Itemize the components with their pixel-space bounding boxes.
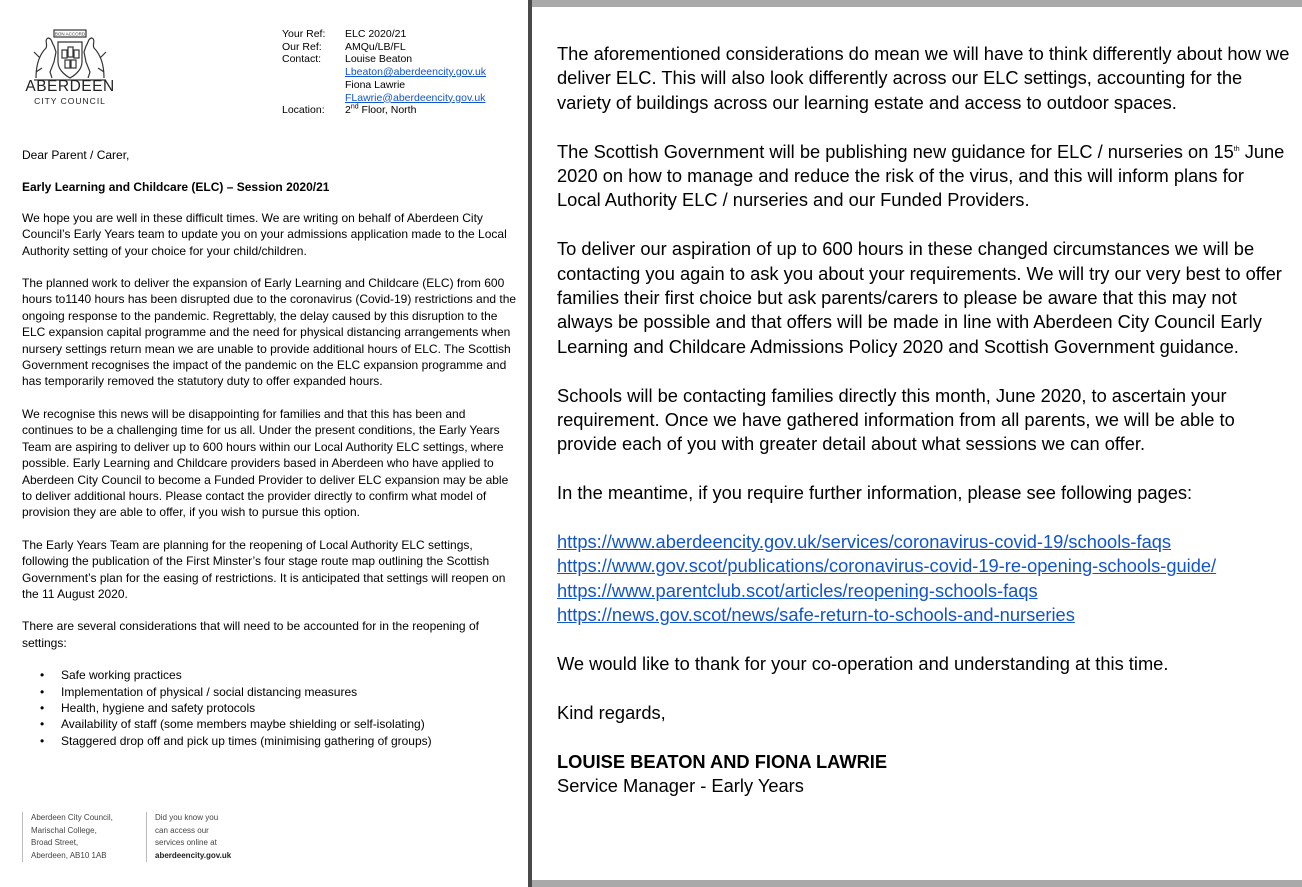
link-news-gov-scot[interactable]: https://news.gov.scot/news/safe-return-to-schools-and-nurseries xyxy=(557,604,1075,626)
link-gov-scot-guide[interactable]: https://www.gov.scot/publications/coronavirus-covid-19-re-opening-schools-guide/ xyxy=(557,555,1217,577)
org-subtitle: CITY COUNCIL xyxy=(34,96,106,106)
page-2-frame xyxy=(532,0,1302,887)
reference-block xyxy=(282,28,486,117)
list-item: • Staggered drop off and pick up times (minimising gathering of groups) xyxy=(40,733,517,749)
our-ref-row xyxy=(282,41,486,54)
contact-1-name: Louise Beaton xyxy=(345,53,413,66)
our-ref-value: AMQu/LB/FL xyxy=(345,40,406,53)
contact-row xyxy=(282,53,486,66)
signatory-title: Service Manager - Early Years xyxy=(557,775,804,797)
svg-text:BON ACCORD: BON ACCORD xyxy=(54,31,86,37)
paragraph-5: There are several considerations that will need to be accounted for in the reopening of settings: xyxy=(22,619,479,650)
list-item: • Availability of staff (some members maybe shielding or self-isolating) xyxy=(40,716,517,732)
letter-body-page-2 xyxy=(557,42,1292,798)
crest-icon xyxy=(30,28,110,84)
your-ref-row xyxy=(282,28,486,41)
paragraph-10: In the meantime, if you require further information, please see following pages: xyxy=(557,482,1193,504)
paragraph-1: We hope you are well in these difficult times. We are writing on behalf of Aberdeen City Council’s Early Years team to update you on your admissions application made to the Local Authority setting of your choice for your child/children. xyxy=(22,210,507,258)
signatory-names: LOUISE BEATON AND FIONA LAWRIE xyxy=(557,750,888,772)
resource-links xyxy=(557,530,1292,628)
footer-info: Did you know you can access our services online at aberdeencity.gov.uk xyxy=(146,812,231,862)
paragraph-4: The Early Years Team are planning for the reopening of Local Authority ELC settings, following the publication of the First Minster’s four stage route map outlining the Scottish Government’s plan for the easing of restrictions. It is anticipated that settings will reopen on the 11 August 2020. xyxy=(22,537,506,601)
link-parentclub-faqs[interactable]: https://www.parentclub.scot/articles/reopening-schools-faqs xyxy=(557,579,1038,601)
list-item: • Safe working practices xyxy=(40,667,517,683)
location-row xyxy=(282,104,486,117)
footer-website: aberdeencity.gov.uk xyxy=(155,850,232,860)
letter-subject: Early Learning and Childcare (ELC) – Session 2020/21 xyxy=(22,180,330,195)
list-item: • Implementation of physical / social distancing measures xyxy=(40,684,517,700)
paragraph-6: The aforementioned considerations do mean we will have to think differently about how we deliver ELC. This will also look differently across our ELC settings, accounting for the variety of buildings across our learning estate and access to outdoor spaces. xyxy=(557,43,1290,113)
our-ref-label: Our Ref: xyxy=(282,40,322,53)
org-name: ABERDEEN xyxy=(25,78,115,95)
location-value: 2nd Floor, North xyxy=(345,103,417,117)
closing: Kind regards, xyxy=(557,701,666,723)
location-label: Location: xyxy=(282,104,325,117)
your-ref-value: ELC 2020/21 xyxy=(345,28,407,40)
footer-address: Aberdeen City Council, Marischal College, Broad Street, Aberdeen, AB10 1AB xyxy=(22,812,146,862)
council-logo xyxy=(20,28,120,108)
salutation: Dear Parent / Carer, xyxy=(22,148,130,162)
considerations-list xyxy=(40,667,517,749)
contact-1-email-row xyxy=(282,66,486,79)
contact-2-row xyxy=(282,79,486,92)
paragraph-7: The Scottish Government will be publishing new guidance for ELC / nurseries on 15th June 2020 on how to manage and reduce the risk of the virus, and this will inform plans for Local Authority ELC / nurseries and our Funded Providers. xyxy=(557,140,1285,211)
contact-2-email-link[interactable]: FLawrie@aberdeencity.gov.uk xyxy=(345,91,486,104)
link-aberdeencity-faqs[interactable]: https://www.aberdeencity.gov.uk/services/coronavirus-covid-19/schools-faqs xyxy=(557,531,1172,553)
contact-2-email-row xyxy=(282,92,486,105)
letter-page-1 xyxy=(0,0,528,887)
paragraph-3: We recognise this news will be disappointing for families and that this has been and continues to be a challenging time for us all. Under the present conditions, the Early Years Team are aspiring to deliver up to 600 hours within our Local Authority ELC settings, where possible. Early Learning and Childcare providers based in Aberdeen who have applied to Aberdeen City Council to become a Funded Provider to deliver ELC expansion may be able to deliver additional hours. Please contact the provider directly to confirm what model of provision they are able to offer, if you wish to pursue this option. xyxy=(22,406,509,520)
list-item: • Health, hygiene and safety protocols xyxy=(40,700,517,716)
paragraph-2: The planned work to deliver the expansion of Early Learning and Childcare (ELC) from 600 hours to1140 hours has been disrupted due to the coronavirus (Covid-19) restrictions and the ongoing response to the pandemic. Regrettably, the delay caused by this disruption to the ELC expansion capital programme and the need for physical distancing arrangements when nursery settings return mean we are unable to provide additional hours of ELC. The Scottish Government recognises the impact of the pandemic on the ELC expansion programme and has temporarily removed the statutory duty to offer expanded hours. xyxy=(22,276,517,389)
your-ref-label: Your Ref: xyxy=(282,28,326,40)
letter-footer xyxy=(22,812,231,862)
paragraph-11: We would like to thank for your co-operation and understanding at this time. xyxy=(557,653,1169,675)
contact-1-email-link[interactable]: Lbeaton@aberdeencity.gov.uk xyxy=(345,66,487,79)
paragraph-8: To deliver our aspiration of up to 600 hours in these changed circumstances we will be contacting you again to ask you about your requirements. We will try our very best to offer families their first choice but ask parents/carers to please be aware that this may not always be possible and that offers will be made in line with Aberdeen City Council Early Learning and Childcare Admissions Policy 2020 and Scottish Government guidance. xyxy=(557,238,1282,357)
contact-2-name: Fiona Lawrie xyxy=(345,78,406,91)
letter-body-page-1 xyxy=(22,147,517,749)
contact-label: Contact: xyxy=(282,53,322,66)
letter-page-2 xyxy=(532,7,1302,880)
paragraph-9: Schools will be contacting families directly this month, June 2020, to ascertain your requirement. Once we have gathered information from all parents, we will be able to provide each of you with greater detail about what sessions we can offer. xyxy=(557,384,1235,455)
